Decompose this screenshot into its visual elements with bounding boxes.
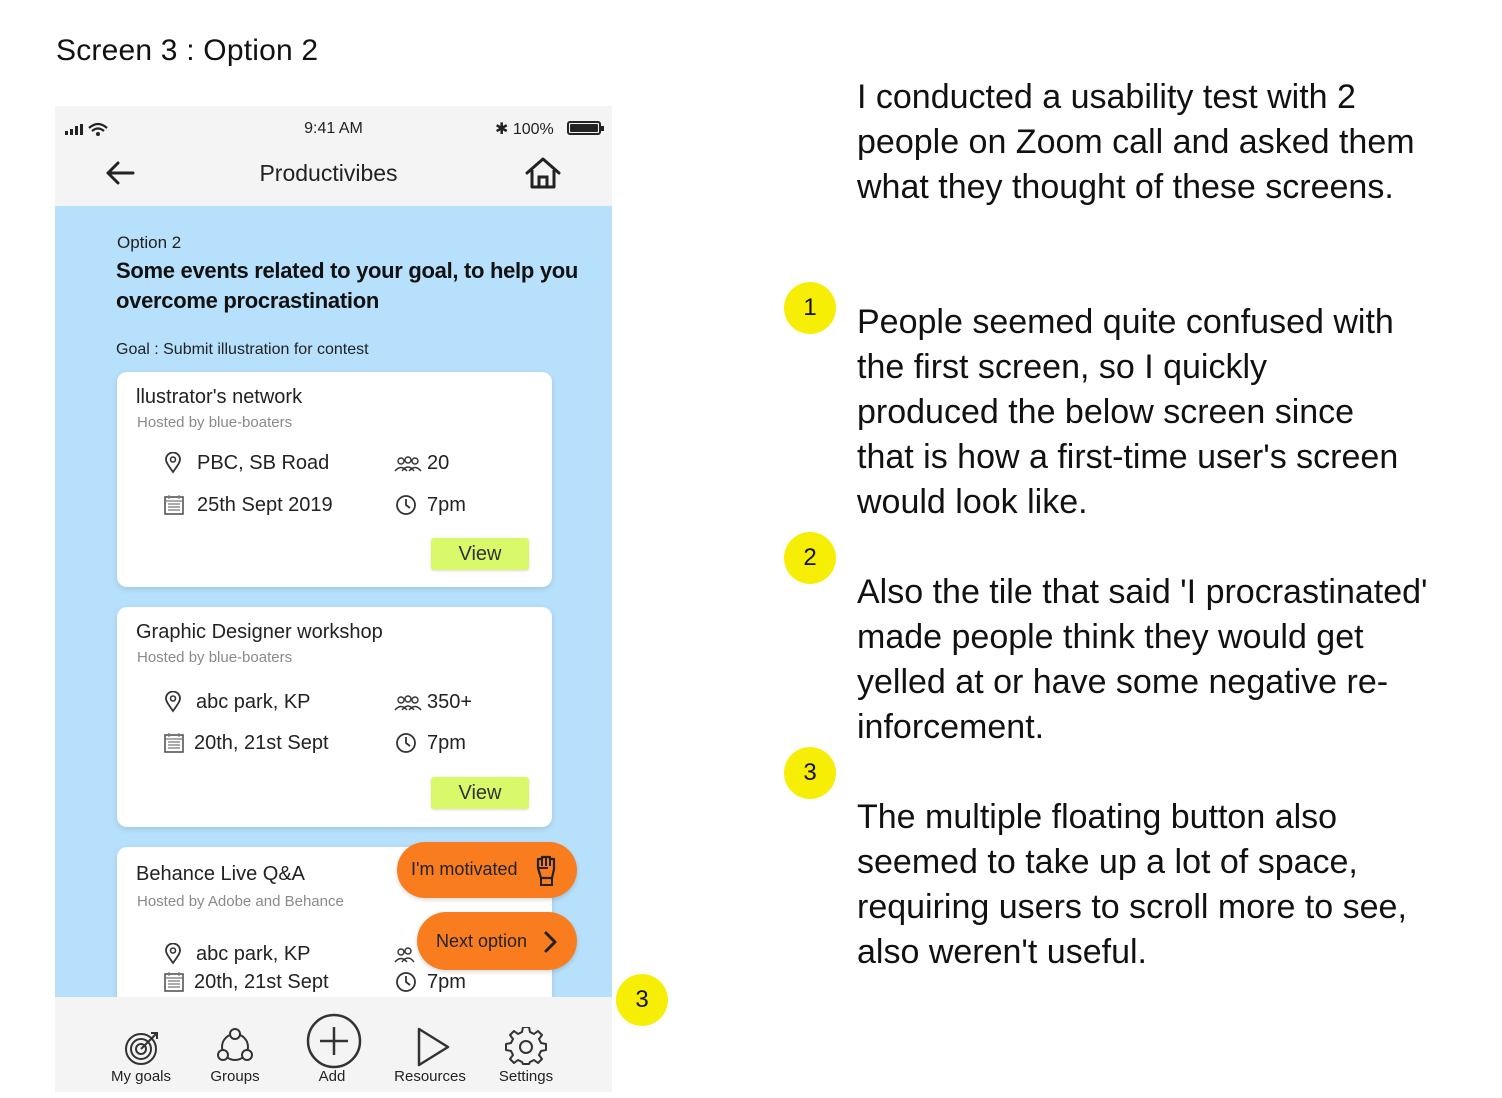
battery-icon <box>567 121 601 135</box>
clock-icon <box>395 971 417 993</box>
location-pin-icon <box>164 691 182 713</box>
status-time: 9:41 AM <box>304 120 363 137</box>
notes-point-3: The multiple floating button also seemed to take up a lot of space, requiring users to scroll more to see, also weren't useful. <box>857 798 1407 971</box>
event-date: 20th, 21st Sept <box>194 971 329 993</box>
calendar-icon <box>163 971 185 993</box>
play-icon <box>385 1025 475 1067</box>
bluetooth-icon: ✱ <box>495 121 513 138</box>
event-date: 25th Sept 2019 <box>197 494 333 516</box>
event-host: Hosted by Adobe and Behance <box>137 893 344 910</box>
clock-icon <box>395 494 417 516</box>
im-motivated-button[interactable] <box>397 842 577 898</box>
notes-intro: I conducted a usability test with 2 people on Zoom call and asked them what they thought of these screens. <box>857 78 1415 206</box>
phone-screen <box>55 106 612 1092</box>
event-host: Hosted by blue-boaters <box>137 414 293 431</box>
event-location: abc park, KP <box>196 943 311 965</box>
event-card[interactable] <box>117 607 552 827</box>
event-time: 7pm <box>427 732 466 754</box>
nav-label: Resources <box>394 1068 466 1085</box>
clock-icon <box>395 732 417 754</box>
location-pin-icon <box>164 452 182 474</box>
nav-resources[interactable] <box>385 997 475 1092</box>
annotation-badge: 3 <box>784 747 836 799</box>
calendar-icon <box>163 732 185 754</box>
nav-groups[interactable] <box>190 997 280 1092</box>
target-icon <box>96 1029 186 1065</box>
people-icon <box>393 455 423 473</box>
gear-icon <box>481 1027 571 1067</box>
next-option-button[interactable] <box>417 912 577 970</box>
event-time: 7pm <box>427 971 466 993</box>
notes-point-1: People seemed quite confused with the first screen, so I quickly produced the below screen since that is how a first-time user's screen would look like. <box>857 303 1399 521</box>
nav-my-goals[interactable] <box>96 997 186 1092</box>
app-title: Productivibes <box>259 160 398 186</box>
event-location: PBC, SB Road <box>197 452 330 474</box>
annotation-badge: 3 <box>616 974 668 1026</box>
raised-fist-icon <box>531 852 561 888</box>
battery-level: ✱ 100% <box>495 121 554 138</box>
event-title: llustrator's network <box>136 386 303 408</box>
chevron-right-icon <box>543 930 559 954</box>
home-icon[interactable] <box>524 156 562 190</box>
view-button[interactable]: View <box>431 538 529 570</box>
nav-label: Settings <box>498 1068 554 1085</box>
nav-label: Groups <box>210 1068 260 1085</box>
app-header <box>55 106 612 206</box>
event-attendees: 20 <box>427 452 450 474</box>
fab-label: Next option <box>436 931 528 951</box>
event-location: abc park, KP <box>196 691 311 713</box>
view-button[interactable]: View <box>431 777 529 809</box>
option-label: Option 2 <box>117 233 182 252</box>
location-pin-icon <box>164 943 182 965</box>
event-date: 20th, 21st Sept <box>194 732 329 754</box>
bottom-nav <box>55 997 612 1092</box>
event-host: Hosted by blue-boaters <box>137 649 293 666</box>
nav-settings[interactable] <box>481 997 571 1092</box>
screen-label: Screen 3 : Option 2 <box>56 34 319 67</box>
annotation-badge: 2 <box>784 532 836 584</box>
event-title: Graphic Designer workshop <box>136 621 383 643</box>
nav-label: Add <box>318 1068 346 1085</box>
headline: Some events related to your goal, to help you overcome procrastination <box>116 258 579 313</box>
add-icon <box>287 1013 377 1069</box>
event-card[interactable] <box>117 372 552 587</box>
annotation-badge: 1 <box>784 282 836 334</box>
goal-label: Goal : Submit illustration for contest <box>116 341 369 358</box>
event-title: Behance Live Q&A <box>136 863 305 885</box>
people-icon <box>393 694 423 712</box>
fab-label: I'm motivated <box>411 859 518 879</box>
nav-label: My goals <box>110 1068 172 1085</box>
notes-point-2: Also the tile that said 'I procrastinated' made people think they would get yelled at or have some negative re-inforcement. <box>857 573 1428 746</box>
calendar-icon <box>163 494 185 516</box>
groups-icon <box>190 1027 280 1067</box>
nav-add[interactable] <box>287 997 377 1092</box>
event-attendees: 350+ <box>427 691 473 713</box>
event-time: 7pm <box>427 494 466 516</box>
